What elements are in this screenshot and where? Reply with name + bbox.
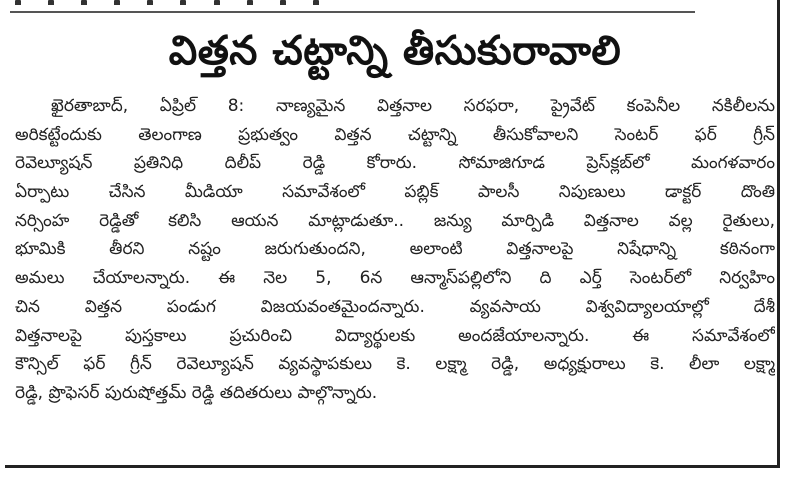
text-fragment-mark xyxy=(48,0,54,5)
text-fragment-mark xyxy=(247,0,253,5)
news-clipping xyxy=(5,0,780,468)
article-line: నర్సింహ రెడ్డితో కలిసి ఆయన మాట్లాడుతూ.. జన్యు మార్పిడి విత్తనాల వల్ల రైతులు, xyxy=(15,210,775,231)
column-divider-rule xyxy=(10,11,695,13)
text-fragment-mark xyxy=(114,0,120,5)
article-line: ఖైరతాబాద్, ఏప్రిల్ 8: నాణ్యమైన విత్తనాల సరఫరా, ప్రైవేట్ కంపెనీల నకిలీలను xyxy=(51,96,775,116)
text-fragment-mark xyxy=(280,0,286,5)
article-line: విత్తనాలపై పుస్తకాలు ప్రచురించి విద్యార్థులకు అందజేయాలన్నారు. ఈ సమావేశంలో xyxy=(15,325,775,346)
article-line: భూమికి తీరని నష్టం జరుగుతుందని, అలాంటి విత్తనాలపై నిషేధాన్ని కఠినంగా xyxy=(15,239,775,260)
article-line: ఏర్పాటు చేసిన మీడియా సమావేశంలో పబ్లిక్ పాలసీ నిపుణులు డాక్టర్ దొంతి xyxy=(15,182,775,203)
text-fragment-mark xyxy=(313,0,319,5)
text-fragment-mark xyxy=(81,0,87,5)
article-line: రెవెల్యూషన్ ప్రతినిధి దిలీప్ రెడ్డి కోరారు. సోమాజిగూడ ప్రెస్‌క్లబ్‌లో మంగళవారం xyxy=(15,153,775,174)
text-fragment-mark xyxy=(180,0,186,5)
article-line: రెడ్డి, ప్రొఫెసర్ పురుషోత్తమ్ రెడ్డి తదితరులు పాల్గొన్నారు. xyxy=(15,382,378,403)
article-headline: విత్తన చట్టాన్ని తీసుకురావాలి xyxy=(168,28,622,74)
previous-article-fragment xyxy=(15,0,575,5)
article-line: చిన విత్తన పండుగ విజయవంతమైందన్నారు. వ్యవసాయ విశ్వవిద్యాలయాల్లో దేశీ xyxy=(15,296,775,317)
text-fragment-mark xyxy=(214,0,220,5)
article-line: కౌన్సిల్ ఫర్ గ్రీన్ రెవెల్యూషన్ వ్యవస్థాపకులు కె. లక్ష్మా రెడ్డి, అధ్యక్షురాలు కె. లీలా లక్ష్మా xyxy=(15,354,775,375)
article-line: అమలు చేయాలన్నారు. ఈ నెల 5, 6న ఆన్మాస్‌పల్లిలోని ది ఎర్త్ సెంటర్‌లో నిర్వహిం xyxy=(15,268,775,289)
text-fragment-mark xyxy=(15,0,21,5)
text-fragment-mark xyxy=(147,0,153,5)
article-line: అరికట్టేందుకు తెలంగాణ ప్రభుత్వం విత్తన చట్టాన్ని తీసుకోవాలని సెంటర్ ఫర్ గ్రీన్ xyxy=(15,124,775,145)
article-body xyxy=(15,92,775,408)
